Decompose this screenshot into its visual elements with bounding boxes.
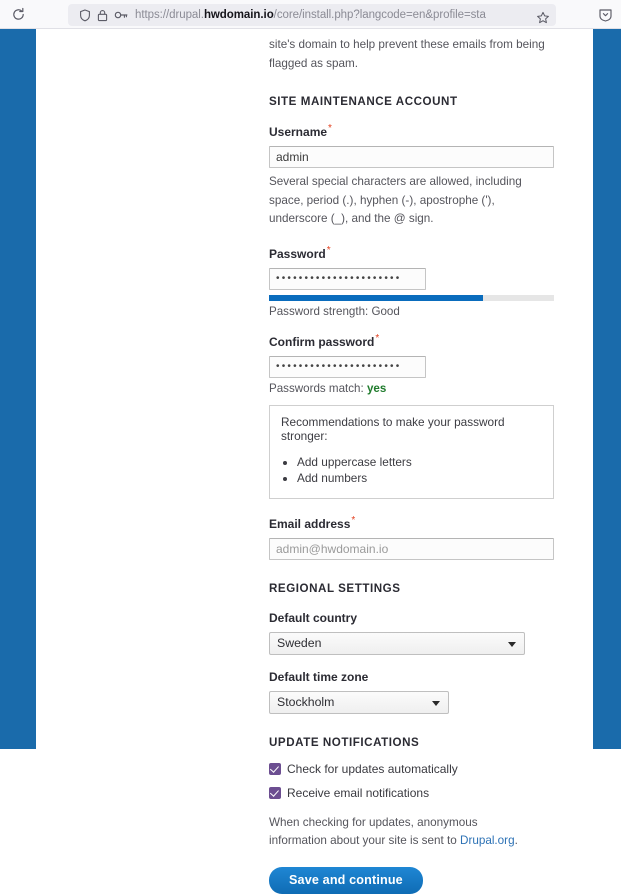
passwords-match-prefix: Passwords match: (269, 381, 367, 395)
url-bar[interactable] (68, 4, 556, 26)
updates-privacy-note (269, 814, 531, 851)
list-item: • Add numbers (297, 470, 542, 486)
required-marker: * (351, 514, 356, 526)
passwords-match-note (269, 382, 554, 395)
check-updates-automatically-checkbox[interactable] (269, 763, 281, 775)
confirm-password-input[interactable]: •••••••••••••••••••••• (269, 356, 426, 378)
required-marker: * (326, 244, 331, 256)
default-timezone-value: Stockholm (277, 694, 335, 709)
email-input[interactable]: admin@hwdomain.io (269, 538, 554, 560)
reload-button[interactable] (4, 0, 32, 28)
chevron-down-icon (508, 642, 516, 647)
section-title-regional-settings: REGIONAL SETTINGS (269, 581, 401, 595)
lock-icon (94, 7, 111, 23)
default-country-label: Default country (269, 610, 358, 625)
password-strength-fill (269, 295, 483, 301)
url-suffix: /core/install.php?langcode=en&profile=sta (273, 9, 486, 21)
email-label-text: Email address (269, 516, 351, 531)
page-left-accent-bar (0, 29, 36, 749)
updates-note-prefix: When checking for updates, anonymous information about your site is sent to (269, 815, 478, 847)
installer-page (0, 29, 621, 887)
required-marker: * (328, 123, 332, 134)
receive-email-notifications-row[interactable] (269, 786, 554, 800)
bookmark-button[interactable] (532, 7, 554, 29)
confirm-password-label-text: Confirm password (269, 334, 375, 349)
username-label-text: Username (269, 125, 328, 139)
section-title-site-maintenance-account: SITE MAINTENANCE ACCOUNT (269, 95, 458, 108)
default-country-select[interactable] (269, 632, 525, 655)
reload-icon (11, 7, 26, 22)
email-label (269, 514, 356, 531)
drupal-org-link[interactable]: Drupal.org (460, 834, 515, 847)
section-title-update-notifications: UPDATE NOTIFICATIONS (269, 735, 420, 749)
password-label (269, 244, 331, 261)
extension-button[interactable] (597, 7, 614, 24)
username-description: Several special characters are allowed, including space, period (.), hyphen (-), apostrophe ('), underscore (_), and the @ sign. (269, 175, 522, 225)
bookmark-star-icon (536, 11, 550, 25)
username-label (269, 125, 332, 139)
save-and-continue-button[interactable]: Save and continue (269, 867, 423, 894)
receive-email-notifications-label: Receive email notifications (287, 785, 430, 800)
url-host: hwdomain.io (203, 9, 274, 21)
required-marker: * (375, 332, 380, 344)
passwords-match-value: yes (366, 381, 387, 395)
page-right-accent-bar (593, 29, 621, 749)
permissions-key-icon[interactable] (112, 7, 129, 23)
password-recommendations-box (269, 405, 554, 499)
recommendations-heading: Recommendations to make your password stronger: (281, 414, 505, 443)
default-country-value: Sweden (277, 635, 322, 650)
username-input[interactable] (269, 146, 554, 168)
password-strength-bar (269, 295, 554, 301)
default-timezone-label: Default time zone (269, 669, 369, 684)
chevron-down-icon (432, 701, 440, 706)
tracking-shield-icon (76, 7, 93, 23)
default-timezone-select[interactable] (269, 691, 449, 714)
check-updates-automatically-label: Check for updates automatically (287, 761, 458, 776)
shield-extension-icon (597, 7, 614, 24)
check-updates-automatically-row[interactable] (269, 762, 554, 776)
intro-description: site's domain to help prevent these emails from being flagged as spam. (269, 38, 545, 70)
password-label-text: Password (269, 246, 326, 261)
recommendations-list (281, 454, 542, 486)
url-prefix: https://drupal. (135, 9, 204, 21)
browser-toolbar (0, 0, 621, 29)
list-item: • Add uppercase letters (297, 454, 542, 470)
confirm-password-label (269, 332, 380, 349)
installer-form (269, 29, 554, 894)
password-strength-label: Password strength: Good (269, 304, 400, 318)
url-text[interactable] (135, 4, 552, 26)
password-input[interactable]: •••••••••••••••••••••• (269, 268, 426, 290)
receive-email-notifications-checkbox[interactable] (269, 787, 281, 799)
updates-note-suffix: . (514, 834, 518, 847)
